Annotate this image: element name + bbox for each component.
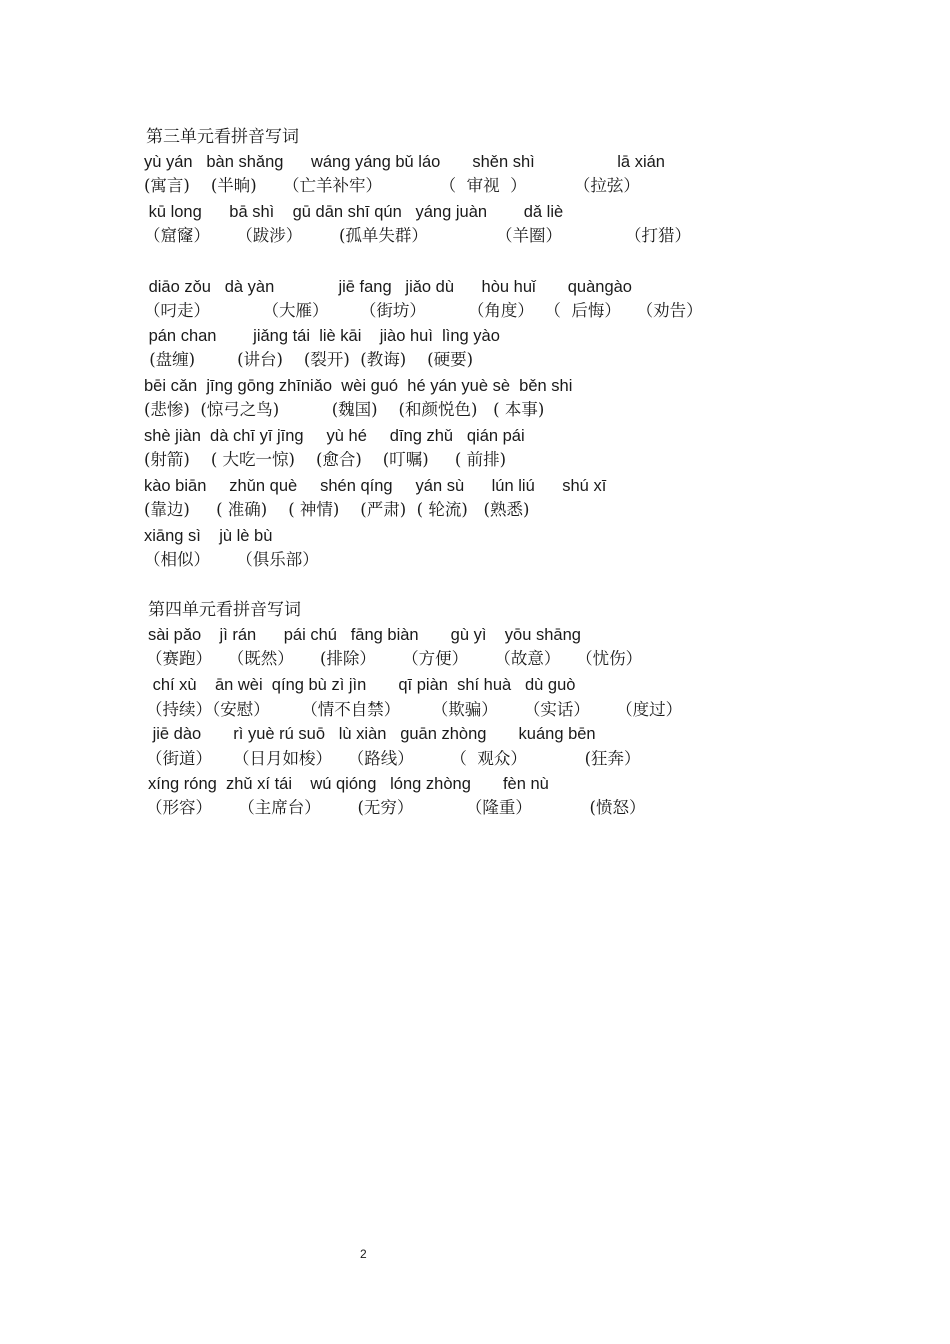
- unit4-title: 第四单元看拼音写词: [148, 600, 301, 620]
- unit4-pinyin-line-4: xíng róng zhǔ xí tái wú qióng lóng zhòng fèn nù: [148, 775, 549, 793]
- unit3-pinyin-line-7: kào biān zhǔn què shén qíng yán sù lún liú shú xī: [144, 477, 607, 495]
- unit3-answer-line-8: （相似） （俱乐部）: [144, 550, 319, 569]
- unit4-pinyin-line-1: sài pǎo jì rán pái chú fāng biàn gù yì yōu shāng: [148, 626, 581, 644]
- unit3-pinyin-line-8: xiāng sì jù lè bù: [144, 527, 273, 545]
- unit3-answer-line-7: (靠边) ( 准确) ( 神情) (严肃) ( 轮流) (熟悉): [144, 500, 530, 519]
- unit3-answer-line-1: (寓言) (半晌) （亡羊补牢） （ 审视 ） （拉弦）: [144, 176, 640, 195]
- unit3-pinyin-line-4: pán chan jiǎng tái liè kāi jiào huì lìng yào: [144, 327, 500, 345]
- unit4-pinyin-line-2: chí xù ān wèi qíng bù zì jìn qī piàn shí huà dù guò: [148, 676, 576, 694]
- unit3-answer-line-3: （叼走） （大雁） （街坊） （角度） （ 后悔） （劝告）: [144, 301, 703, 320]
- unit4-pinyin-line-3: jiē dào rì yuè rú suō lù xiàn guān zhòng kuáng bēn: [148, 725, 596, 743]
- unit3-pinyin-line-3: diāo zǒu dà yàn jiē fang jiǎo dù hòu huǐ quàngào: [144, 278, 632, 296]
- unit3-answer-line-2: （窟窿） （跋涉） (孤单失群） （羊圈） （打猎）: [144, 226, 691, 245]
- unit4-answer-line-2: （持续）（安慰） （情不自禁） （欺骗） （实话） （度过）: [146, 700, 683, 719]
- unit4-answer-line-1: （赛跑） （既然） (排除） （方便） （故意） （忧伤）: [146, 649, 643, 668]
- unit4-answer-line-4: （形容） （主席台） (无穷） （隆重） (愤怒）: [146, 798, 646, 817]
- unit4-answer-line-3: （街道） （日月如梭） （路线） （ 观众） (狂奔）: [146, 749, 641, 768]
- unit3-title: 第三单元看拼音写词: [146, 127, 299, 147]
- unit3-answer-line-5: (悲惨) (惊弓之鸟) (魏国) (和颜悦色) ( 本事): [144, 400, 545, 419]
- unit3-pinyin-line-1: yù yán bàn shǎng wáng yáng bǔ láo shěn shì lā xián: [144, 153, 665, 171]
- unit3-answer-line-4: (盘缠) (讲台) (裂开) (教诲) (硬要): [144, 350, 474, 369]
- unit3-pinyin-line-6: shè jiàn dà chī yī jīng yù hé dīng zhǔ qián pái: [144, 427, 525, 445]
- unit3-pinyin-line-5: bēi cǎn jīng gōng zhīniǎo wèi guó hé yán yuè sè běn shi: [144, 377, 573, 395]
- unit3-answer-line-6: (射箭) ( 大吃一惊) (愈合) (叮嘱) ( 前排): [144, 450, 507, 469]
- unit3-pinyin-line-2: kū long bā shì gū dān shī qún yáng juàn dǎ liè: [144, 203, 564, 221]
- page-number: 2: [360, 1247, 367, 1261]
